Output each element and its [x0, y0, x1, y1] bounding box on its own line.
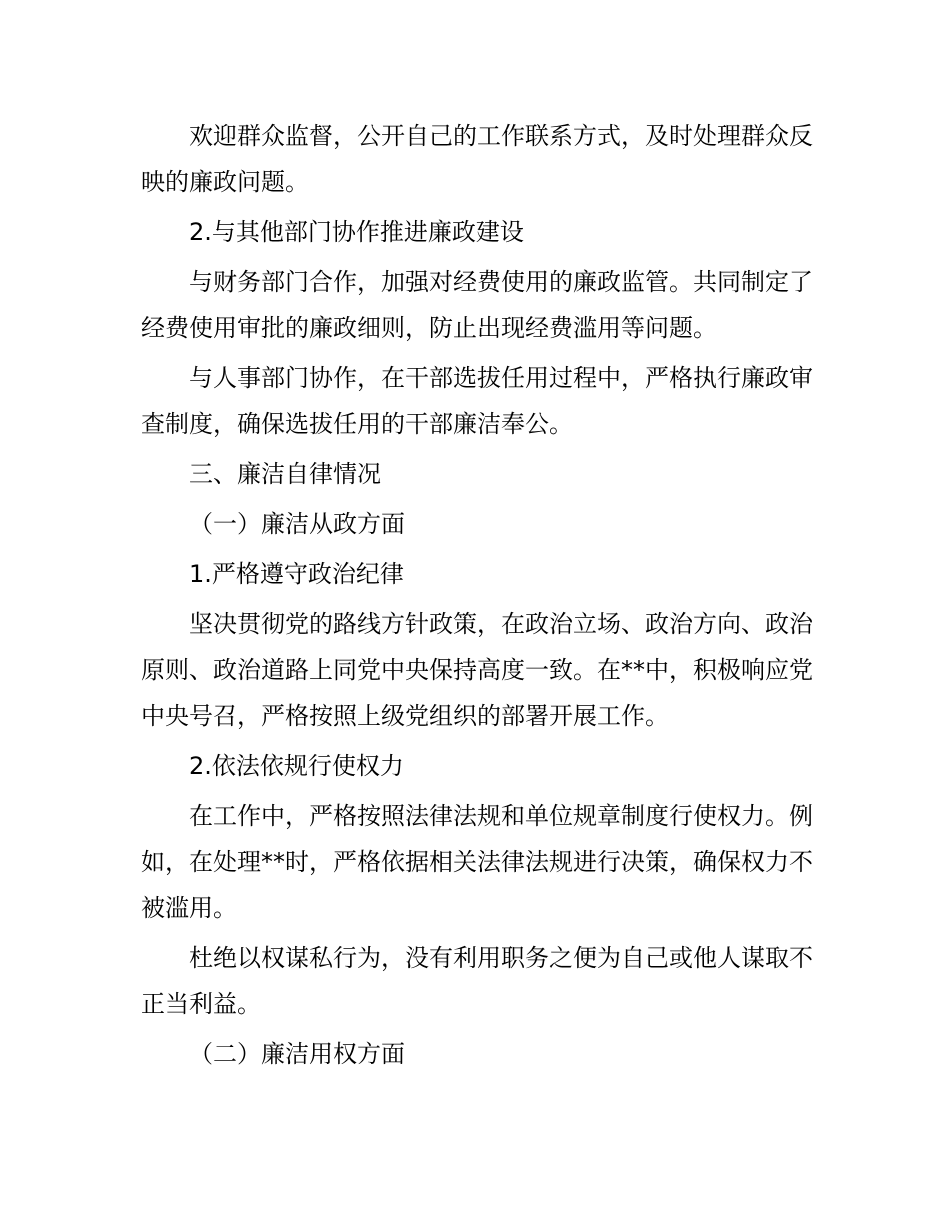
heading-section-three: 三、廉洁自律情况 [189, 460, 381, 488]
paragraph-no-abuse: 杜绝以权谋私行为，没有利用职务之便为自己或他人谋取不正当利益。 [141, 944, 813, 1018]
paragraph-finance-cooperation: 与财务部门合作，加强对经费使用的廉政监管。共同制定了经费使用审批的廉政细则，防止出现经费滥用等问题。 [141, 268, 813, 342]
paragraph-public-supervision: 欢迎群众监督，公开自己的工作联系方式，及时处理群众反映的廉政问题。 [141, 122, 813, 196]
heading-subsection-two: （二）廉洁用权方面 [189, 1040, 405, 1068]
heading-subsection-one: （一）廉洁从政方面 [189, 510, 405, 538]
paragraph-political-discipline: 坚决贯彻党的路线方针政策，在政治立场、政治方向、政治原则、政治道路上同党中央保持高度一致。在**中，积极响应党中央号召，严格按照上级党组织的部署开展工作。 [141, 610, 813, 730]
document-body [141, 113, 813, 1081]
heading-lawful-power: 2.依法依规行使权力 [189, 752, 404, 780]
paragraph-personnel-cooperation: 与人事部门协作，在干部选拔任用过程中，严格执行廉政审查制度，确保选拔任用的干部廉洁奉公。 [141, 364, 813, 438]
heading-political-discipline: 1.严格遵守政治纪律 [189, 560, 404, 588]
heading-cooperation: 2.与其他部门协作推进廉政建设 [189, 218, 524, 246]
paragraph-lawful-power: 在工作中，严格按照法律法规和单位规章制度行使权力。例如，在处理**时，严格依据相关法律法规进行决策，确保权力不被滥用。 [141, 802, 813, 922]
